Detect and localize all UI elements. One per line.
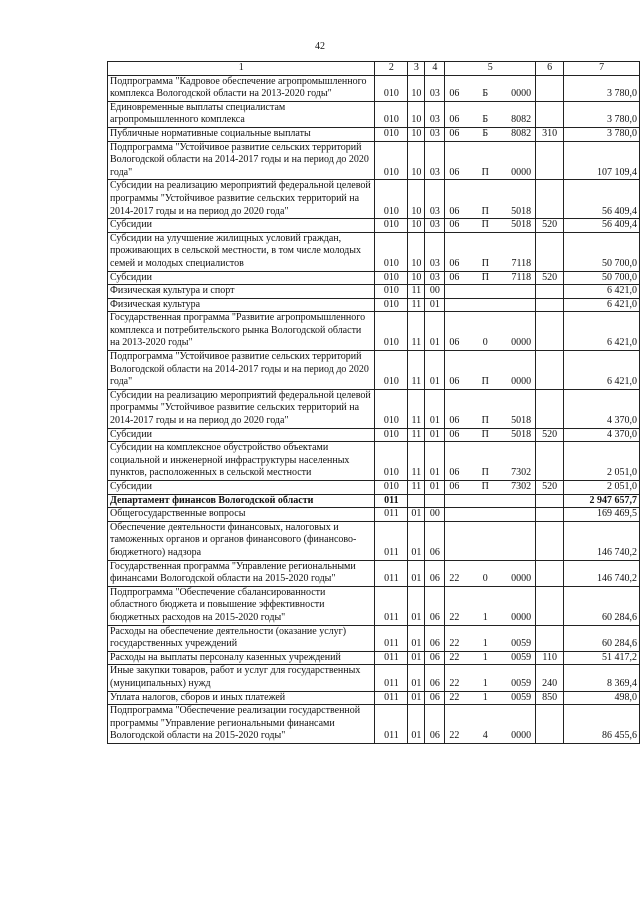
table-row (108, 428, 640, 442)
item-name-cell: Физическая культура и спорт (108, 285, 375, 299)
expense-type-cell (536, 586, 564, 625)
target-article-part: П (481, 257, 490, 269)
target-article-part: 0000 (511, 730, 532, 742)
target-article-part: 7302 (511, 481, 532, 492)
table-row (108, 285, 640, 299)
target-article-part: 06 (449, 88, 460, 100)
table-row (108, 442, 640, 481)
target-article-part: П (481, 219, 489, 231)
target-article-part: П (481, 467, 489, 479)
expense-type-cell: 520 (536, 481, 564, 495)
target-article-part: Б (482, 127, 489, 139)
target-article-part: 06 (449, 114, 460, 126)
target-article-cell (445, 691, 536, 705)
amount-cell: 51 417,2 (564, 651, 640, 665)
ministry-code-cell: 011 (375, 508, 408, 522)
ministry-code-cell: 010 (375, 351, 408, 390)
target-article-part: 1 (482, 611, 488, 623)
target-article-part: 1 (482, 651, 488, 663)
item-name-cell: Единовременные выплаты специалистам агропромышленного комплекса (108, 101, 375, 127)
target-article-cell (445, 180, 536, 219)
section-code-cell: 11 (408, 481, 425, 495)
item-name-cell: Уплата налогов, сборов и иных платежей (108, 691, 375, 705)
amount-cell: 50 700,0 (564, 271, 640, 285)
expense-type-cell (536, 508, 564, 522)
target-article-cell (445, 298, 536, 312)
subsection-code-cell: 06 (425, 665, 445, 691)
ministry-code-cell: 010 (375, 389, 408, 428)
amount-cell: 146 740,2 (564, 560, 640, 586)
target-article-cell (445, 389, 536, 428)
target-article-part: 22 (449, 730, 460, 742)
table-row (108, 101, 640, 127)
amount-cell: 60 284,6 (564, 625, 640, 651)
target-article-cell (445, 351, 536, 390)
target-article-part: 5018 (511, 415, 532, 427)
target-article-cell (445, 271, 536, 285)
table-row (108, 298, 640, 312)
section-code-cell: 11 (408, 351, 425, 390)
section-code-cell: 11 (408, 428, 425, 442)
table-row (108, 180, 640, 219)
section-code-cell: 01 (408, 508, 425, 522)
expense-type-cell (536, 75, 564, 101)
item-name-cell: Общегосударственные вопросы (108, 508, 375, 522)
target-article-cell (445, 127, 536, 141)
ministry-code-cell: 010 (375, 312, 408, 351)
table-row (108, 127, 640, 141)
expense-type-cell (536, 560, 564, 586)
section-code-cell: 11 (408, 312, 425, 351)
ministry-code-cell: 011 (375, 625, 408, 651)
target-article-cell (445, 219, 536, 233)
target-article-part: 06 (449, 428, 460, 440)
target-article-part: 06 (449, 127, 460, 139)
item-name-cell: Расходы на обеспечение деятельности (оказание услуг) государственных учреждений (108, 625, 375, 651)
target-article-part: 06 (449, 337, 460, 349)
ministry-code-cell: 011 (375, 494, 408, 508)
ministry-code-cell: 011 (375, 651, 408, 665)
section-code-cell: 01 (408, 651, 425, 665)
header-cell: 1 (108, 62, 375, 76)
item-name-cell: Публичные нормативные социальные выплаты (108, 127, 375, 141)
target-article-part: П (481, 481, 489, 492)
target-article-part: 06 (449, 467, 460, 479)
header-cell: 7 (564, 62, 640, 76)
section-code-cell: 10 (408, 141, 425, 180)
table-row (108, 560, 640, 586)
item-name-cell: Субсидии (108, 271, 375, 285)
ministry-code-cell: 010 (375, 232, 408, 271)
expense-type-cell: 520 (536, 428, 564, 442)
expense-type-cell (536, 180, 564, 219)
target-article-part: 06 (449, 271, 460, 283)
ministry-code-cell: 011 (375, 665, 408, 691)
table-row (108, 232, 640, 271)
target-article-cell (445, 521, 536, 560)
section-code-cell (408, 494, 425, 508)
page-number: 42 (315, 41, 325, 52)
target-article-cell (445, 665, 536, 691)
header-cell: 6 (536, 62, 564, 76)
subsection-code-cell: 06 (425, 691, 445, 705)
target-article-part: П (481, 376, 489, 388)
target-article-part: 4 (482, 730, 488, 742)
section-code-cell: 11 (408, 285, 425, 299)
section-code-cell: 01 (408, 560, 425, 586)
ministry-code-cell: 010 (375, 285, 408, 299)
target-article-part: 22 (449, 638, 460, 650)
item-name-cell: Департамент финансов Вологодской области (108, 494, 375, 508)
subsection-code-cell: 03 (425, 127, 445, 141)
ministry-code-cell: 011 (375, 560, 408, 586)
table-row (108, 219, 640, 233)
amount-cell: 2 051,0 (564, 481, 640, 495)
amount-cell: 6 421,0 (564, 298, 640, 312)
ministry-code-cell: 011 (375, 586, 408, 625)
section-code-cell: 01 (408, 691, 425, 705)
target-article-cell (445, 705, 536, 744)
target-article-part: П (481, 205, 489, 217)
section-code-cell: 10 (408, 219, 425, 233)
target-article-part: 0 (482, 337, 488, 349)
ministry-code-cell: 010 (375, 481, 408, 495)
target-article-cell (445, 312, 536, 351)
target-article-cell (445, 560, 536, 586)
table-row (108, 312, 640, 351)
item-name-cell: Подпрограмма "Устойчивое развитие сельских территорий Вологодской области на 2014-2017 годы и на период до 2020 года" (108, 351, 375, 390)
table-row (108, 521, 640, 560)
header-cell: 2 (375, 62, 408, 76)
target-article-cell (445, 141, 536, 180)
amount-cell: 50 700,0 (564, 232, 640, 271)
subsection-code-cell: 06 (425, 560, 445, 586)
subsection-code-cell: 01 (425, 298, 445, 312)
amount-cell: 56 409,4 (564, 180, 640, 219)
subsection-code-cell: 03 (425, 180, 445, 219)
subsection-code-cell: 06 (425, 521, 445, 560)
expense-type-cell (536, 389, 564, 428)
target-article-part: П (481, 428, 489, 440)
target-article-part: 1 (482, 677, 488, 689)
amount-cell: 3 780,0 (564, 101, 640, 127)
subsection-code-cell: 01 (425, 481, 445, 495)
section-code-cell: 11 (408, 442, 425, 481)
subsection-code-cell: 03 (425, 271, 445, 285)
item-name-cell: Иные закупки товаров, работ и услуг для государственных (муниципальных) нужд (108, 665, 375, 691)
subsection-code-cell: 01 (425, 312, 445, 351)
target-article-part: 5018 (511, 219, 532, 231)
target-article-cell (445, 586, 536, 625)
header-cell: 5 (445, 62, 536, 76)
section-code-cell: 10 (408, 75, 425, 101)
table-row (108, 586, 640, 625)
item-name-cell: Субсидии (108, 219, 375, 233)
expense-type-cell (536, 351, 564, 390)
subsection-code-cell: 01 (425, 428, 445, 442)
target-article-part: 06 (449, 257, 460, 269)
target-article-part: 0 (482, 573, 488, 585)
target-article-part: 1 (482, 691, 488, 703)
target-article-cell (445, 101, 536, 127)
expense-type-cell: 850 (536, 691, 564, 705)
target-article-cell (445, 75, 536, 101)
target-article-part: 7118 (511, 271, 532, 283)
amount-cell: 8 369,4 (564, 665, 640, 691)
amount-cell: 4 370,0 (564, 428, 640, 442)
table-row (108, 141, 640, 180)
table-row (108, 508, 640, 522)
target-article-part: 0000 (511, 573, 532, 585)
target-article-part: 22 (449, 651, 460, 663)
target-article-part: 8082 (511, 127, 532, 139)
ministry-code-cell: 010 (375, 101, 408, 127)
target-article-part: 7118 (511, 257, 532, 269)
target-article-part: 5018 (511, 205, 532, 217)
section-code-cell: 01 (408, 665, 425, 691)
expense-type-cell: 110 (536, 651, 564, 665)
amount-cell: 6 421,0 (564, 312, 640, 351)
target-article-part: 22 (449, 611, 460, 623)
expense-type-cell: 520 (536, 219, 564, 233)
section-code-cell: 10 (408, 180, 425, 219)
target-article-part: 7302 (511, 467, 532, 479)
subsection-code-cell: 06 (425, 586, 445, 625)
table-row (108, 481, 640, 495)
target-article-cell (445, 494, 536, 508)
subsection-code-cell: 00 (425, 508, 445, 522)
amount-cell: 6 421,0 (564, 351, 640, 390)
ministry-code-cell: 010 (375, 180, 408, 219)
ministry-code-cell: 010 (375, 271, 408, 285)
item-name-cell: Подпрограмма "Обеспечение реализации государственной программы "Управление региональными финансами Вологодской области на 2015-2020 годы" (108, 705, 375, 744)
target-article-part: 22 (449, 677, 460, 689)
target-article-part: Б (482, 114, 489, 126)
amount-cell: 107 109,4 (564, 141, 640, 180)
expense-type-cell (536, 705, 564, 744)
item-name-cell: Государственная программа "Управление региональными финансами Вологодской области на 2015-2020 годы" (108, 560, 375, 586)
ministry-code-cell: 011 (375, 691, 408, 705)
subsection-code-cell: 01 (425, 389, 445, 428)
amount-cell: 86 455,6 (564, 705, 640, 744)
ministry-code-cell: 010 (375, 219, 408, 233)
item-name-cell: Субсидии на комплексное обустройство объектами социальной и инженерной инфраструктуры населенных пунктов, расположенных в сельской местности (108, 442, 375, 481)
item-name-cell: Государственная программа "Развитие агропромышленного комплекса и потребительского рынка Вологодской области на 2013-2020 годы" (108, 312, 375, 351)
target-article-part: 0059 (511, 677, 532, 689)
table-row (108, 665, 640, 691)
expense-type-cell (536, 232, 564, 271)
section-code-cell: 11 (408, 389, 425, 428)
subsection-code-cell: 01 (425, 442, 445, 481)
target-article-part: П (481, 415, 489, 427)
subsection-code-cell: 03 (425, 141, 445, 180)
target-article-part: 06 (449, 376, 460, 388)
target-article-part: 22 (449, 691, 460, 703)
target-article-cell (445, 481, 536, 495)
target-article-cell (445, 285, 536, 299)
target-article-part: П (481, 166, 489, 178)
expense-type-cell: 310 (536, 127, 564, 141)
item-name-cell: Обеспечение деятельности финансовых, налоговых и таможенных органов и органов финансового (финансово-бюджетного) надзора (108, 521, 375, 560)
target-article-part: 5018 (511, 428, 532, 440)
section-code-cell: 10 (408, 101, 425, 127)
item-name-cell: Субсидии на реализацию мероприятий федеральной целевой программы "Устойчивое развитие сельских территорий на 2014-2017 годы и на период до 2020 года" (108, 180, 375, 219)
subsection-code-cell: 03 (425, 75, 445, 101)
target-article-cell (445, 651, 536, 665)
section-code-cell: 10 (408, 232, 425, 271)
amount-cell: 60 284,6 (564, 586, 640, 625)
item-name-cell: Физическая культура (108, 298, 375, 312)
amount-cell: 2 051,0 (564, 442, 640, 481)
target-article-part: 0000 (511, 337, 532, 349)
target-article-part: 0000 (511, 611, 532, 623)
expense-type-cell (536, 625, 564, 651)
table-row (108, 389, 640, 428)
ministry-code-cell: 011 (375, 521, 408, 560)
budget-table (107, 61, 640, 744)
item-name-cell: Подпрограмма "Обеспечение сбалансированности областного бюджета и повышение эффективности бюджетных расходов на 2015-2020 годы" (108, 586, 375, 625)
ministry-code-cell: 010 (375, 442, 408, 481)
table-row (108, 271, 640, 285)
amount-cell: 6 421,0 (564, 285, 640, 299)
amount-cell: 3 780,0 (564, 75, 640, 101)
target-article-part: 0000 (511, 88, 532, 100)
section-code-cell: 01 (408, 521, 425, 560)
target-article-cell (445, 442, 536, 481)
ministry-code-cell: 010 (375, 428, 408, 442)
item-name-cell: Субсидии на улучшение жилищных условий граждан, проживающих в сельской местности, в том числе молодых семей и молодых специалистов (108, 232, 375, 271)
table-row (108, 651, 640, 665)
header-cell: 4 (425, 62, 445, 76)
table-row (108, 494, 640, 508)
subsection-code-cell: 03 (425, 232, 445, 271)
target-article-cell (445, 232, 536, 271)
subsection-code-cell: 06 (425, 625, 445, 651)
subsection-code-cell: 03 (425, 219, 445, 233)
expense-type-cell: 240 (536, 665, 564, 691)
ministry-code-cell: 010 (375, 75, 408, 101)
target-article-part: Б (482, 88, 489, 100)
target-article-part: 0000 (511, 166, 532, 178)
header-cell: 3 (408, 62, 425, 76)
target-article-part: 1 (482, 638, 488, 650)
target-article-part: 06 (449, 205, 460, 217)
amount-cell: 56 409,4 (564, 219, 640, 233)
target-article-part: 06 (449, 415, 460, 427)
amount-cell: 498,0 (564, 691, 640, 705)
subsection-code-cell: 00 (425, 285, 445, 299)
subsection-code-cell: 01 (425, 351, 445, 390)
section-code-cell: 01 (408, 705, 425, 744)
target-article-cell (445, 508, 536, 522)
expense-type-cell (536, 298, 564, 312)
section-code-cell: 11 (408, 298, 425, 312)
target-article-part: П (481, 271, 490, 283)
item-name-cell: Расходы на выплаты персоналу казенных учреждений (108, 651, 375, 665)
subsection-code-cell: 06 (425, 651, 445, 665)
section-code-cell: 10 (408, 271, 425, 285)
target-article-cell (445, 428, 536, 442)
expense-type-cell (536, 521, 564, 560)
table-row (108, 705, 640, 744)
ministry-code-cell: 011 (375, 705, 408, 744)
expense-type-cell (536, 442, 564, 481)
item-name-cell: Субсидии на реализацию мероприятий федеральной целевой программы "Устойчивое развитие сельских территорий на 2014-2017 годы и на период до 2020 года" (108, 389, 375, 428)
section-code-cell: 01 (408, 625, 425, 651)
section-code-cell: 01 (408, 586, 425, 625)
subsection-code-cell: 03 (425, 101, 445, 127)
expense-type-cell (536, 312, 564, 351)
expense-type-cell (536, 285, 564, 299)
amount-cell: 4 370,0 (564, 389, 640, 428)
item-name-cell: Подпрограмма "Устойчивое развитие сельских территорий Вологодской области на 2014-2017 годы и на период до 2020 года" (108, 141, 375, 180)
expense-type-cell: 520 (536, 271, 564, 285)
amount-cell: 146 740,2 (564, 521, 640, 560)
target-article-part: 0000 (511, 376, 532, 388)
target-article-part: 22 (449, 573, 460, 585)
subsection-code-cell (425, 494, 445, 508)
item-name-cell: Субсидии (108, 428, 375, 442)
expense-type-cell (536, 141, 564, 180)
section-code-cell: 10 (408, 127, 425, 141)
table-row (108, 625, 640, 651)
target-article-part: 06 (449, 481, 460, 492)
table-row (108, 691, 640, 705)
item-name-cell: Подпрограмма "Кадровое обеспечение агропромышленного комплекса Вологодской области на 2013-2020 годы" (108, 75, 375, 101)
item-name-cell: Субсидии (108, 481, 375, 495)
amount-cell: 3 780,0 (564, 127, 640, 141)
header-row (108, 62, 640, 76)
target-article-part: 06 (449, 219, 460, 231)
ministry-code-cell: 010 (375, 141, 408, 180)
table-row (108, 351, 640, 390)
expense-type-cell (536, 101, 564, 127)
table-row (108, 75, 640, 101)
expense-type-cell (536, 494, 564, 508)
ministry-code-cell: 010 (375, 127, 408, 141)
target-article-part: 06 (449, 166, 460, 178)
target-article-part: 0059 (511, 638, 532, 650)
ministry-code-cell: 010 (375, 298, 408, 312)
target-article-part: 0059 (511, 651, 532, 663)
target-article-part: 0059 (511, 691, 532, 703)
amount-cell: 2 947 657,7 (564, 494, 640, 508)
target-article-cell (445, 625, 536, 651)
subsection-code-cell: 06 (425, 705, 445, 744)
target-article-part: 8082 (511, 114, 532, 126)
amount-cell: 169 469,5 (564, 508, 640, 522)
